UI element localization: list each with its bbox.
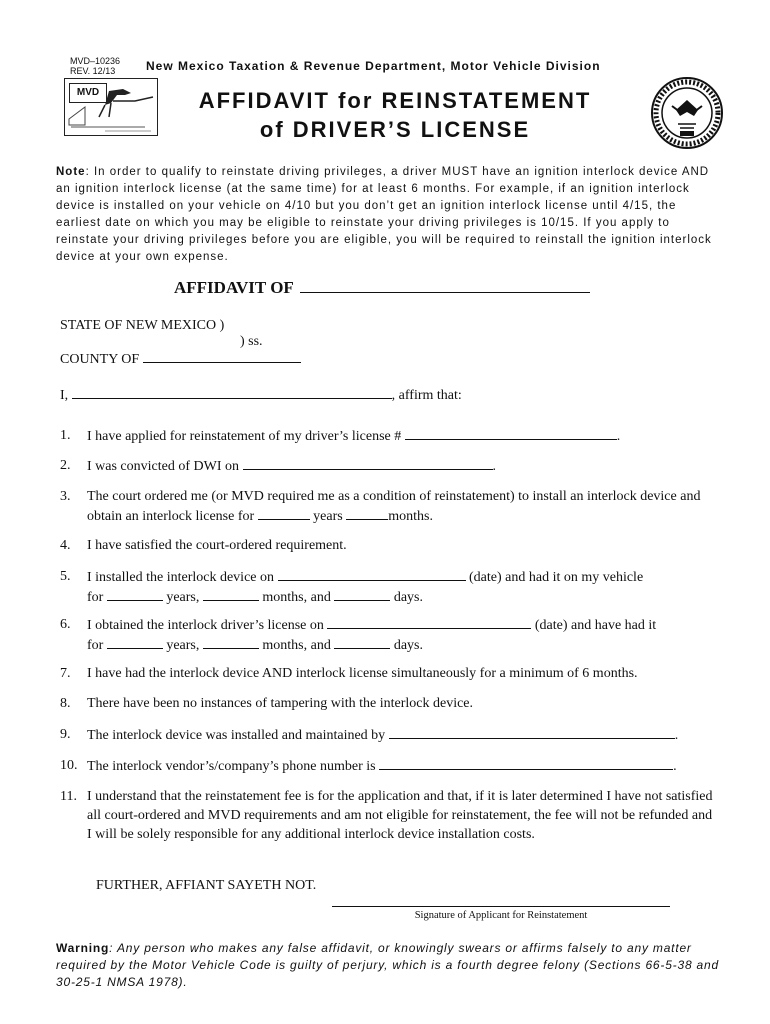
form-code: [70, 56, 120, 76]
license-months-field[interactable]: [203, 635, 259, 649]
state-seal-icon: [650, 76, 724, 150]
item-text-for: for: [87, 638, 104, 653]
warning-paragraph: [56, 940, 726, 991]
item-number: 5.: [60, 569, 71, 584]
license-number-field[interactable]: [405, 426, 617, 440]
installer-field[interactable]: [389, 725, 675, 739]
license-years-field[interactable]: [107, 635, 163, 649]
list-item-1: [60, 426, 720, 446]
license-date-field[interactable]: [327, 615, 531, 629]
item-text: I was convicted of DWI on: [87, 459, 240, 474]
list-item-5: [60, 567, 720, 607]
item-number: 7.: [60, 666, 71, 681]
item-text-for: for: [87, 590, 104, 605]
item-number: 6.: [60, 617, 71, 632]
title-line-1: AFFIDAVIT for REINSTATEMENT: [198, 88, 592, 113]
title-line-2: of DRIVER’S LICENSE: [259, 117, 531, 142]
affidavit-heading: [174, 276, 590, 298]
item-text: I have satisfied the court-ordered requirement.: [87, 538, 347, 553]
form-revision: REV. 12/13: [70, 66, 116, 76]
affirm-suffix: , affirm that:: [391, 388, 462, 403]
vendor-phone-field[interactable]: [379, 756, 673, 770]
item-punct: .: [673, 759, 677, 774]
logo-label: MVD: [69, 83, 107, 103]
item-text: The interlock device was installed and maintained by: [87, 728, 386, 743]
item-number: 9.: [60, 727, 71, 742]
item-text-years: years: [313, 509, 343, 524]
item-number: 8.: [60, 696, 71, 711]
list-item-6: [60, 615, 720, 655]
note-paragraph: [56, 164, 716, 266]
dwi-date-field[interactable]: [243, 456, 493, 470]
note-label: Note: [56, 166, 86, 178]
item-punct: .: [492, 459, 497, 474]
item-text: I have applied for reinstatement of my driver’s license #: [87, 429, 402, 444]
affiant-name-field[interactable]: [300, 276, 590, 293]
list-item-10: [60, 756, 720, 776]
item-text-date: (date) and had it on my vehicle: [469, 570, 644, 585]
county-line: [60, 349, 301, 369]
list-item-9: [60, 725, 720, 745]
item-text: I have had the interlock device AND interlock license simultaneously for a minimum of 6 months.: [87, 666, 638, 681]
note-text: : In order to qualify to reinstate driving privileges, a driver MUST have an ignition interlock device AND an ignition interlock license (at the same time) for at least 6 months. For example, if an ignition interlock device is installed on your vehicle on 4/10 but you don’t get an ignition interlock license until 4/15, the earliest date on which you may be eligible to reinstate your driving privileges is 10/15. If you apply to reinstate your driving privileges before you are eligible, you will be required to reinstall the ignition interlock device at your own expense.: [56, 166, 712, 263]
item-number: 1.: [60, 428, 71, 443]
item-text: I understand that the reinstatement fee is for the application and that, if it is later determined I have not satisfied all court-ordered and MVD requirements and am not eligible for reinstatement, the fee will not be refunded and I will be solely responsible for any additional interlock device installation costs.: [87, 789, 713, 842]
list-item-11: [60, 787, 720, 844]
item-text-date: (date) and have had it: [534, 618, 657, 633]
item-punct: .: [674, 728, 679, 743]
ss-line: ) ss.: [240, 334, 263, 349]
affidavit-heading-label: AFFIDAVIT OF: [174, 278, 294, 297]
item-number: 3.: [60, 489, 71, 504]
affirm-line: [60, 385, 462, 405]
install-years-field[interactable]: [107, 587, 163, 601]
item-text: I obtained the interlock driver’s license on: [87, 618, 324, 633]
item-punct: .: [616, 429, 621, 444]
item-text: I installed the interlock device on: [87, 570, 274, 585]
state-line: STATE OF NEW MEXICO ): [60, 318, 225, 333]
list-item-3: [60, 487, 720, 526]
court-years-field[interactable]: [258, 506, 310, 520]
court-months-field[interactable]: [346, 506, 388, 520]
item-text-years: years,: [166, 590, 200, 605]
item-text-months: months, and: [262, 638, 331, 653]
item-text-months: months.: [388, 509, 433, 524]
affirm-prefix: I,: [60, 388, 69, 403]
install-months-field[interactable]: [203, 587, 259, 601]
item-text-years: years,: [166, 638, 200, 653]
mvd-logo: [64, 78, 158, 136]
license-days-field[interactable]: [334, 635, 390, 649]
item-text-months: months, and: [262, 590, 331, 605]
form-title: [160, 86, 630, 144]
affirmant-name-field[interactable]: [72, 385, 392, 399]
item-text-days: days.: [393, 638, 423, 653]
list-item-7: [60, 664, 720, 683]
signature-caption: Signature of Applicant for Reinstatement: [414, 910, 588, 921]
item-number: 11.: [60, 789, 77, 804]
department-name: New Mexico Taxation & Revenue Department, Motor Vehicle Division: [146, 59, 601, 73]
form-number: MVD–10236: [70, 56, 121, 66]
county-label: COUNTY OF: [60, 352, 140, 367]
install-date-field[interactable]: [278, 567, 466, 581]
list-item-4: [60, 536, 720, 555]
county-field[interactable]: [143, 349, 301, 363]
item-text: The interlock vendor’s/company’s phone number is: [87, 759, 376, 774]
list-item-8: [60, 694, 720, 713]
item-text: The court ordered me (or MVD required me as a condition of reinstatement) to install an interlock device and obtain an interlock license for: [87, 489, 701, 524]
warning-label: Warning: [56, 941, 110, 955]
item-text-days: days.: [393, 590, 423, 605]
item-number: 4.: [60, 538, 71, 553]
item-text: There have been no instances of tampering with the interlock device.: [87, 696, 474, 711]
install-days-field[interactable]: [334, 587, 390, 601]
warning-text: : Any person who makes any false affidavit, or knowingly swears or affirms falsely to any matter required by the Motor Vehicle Code is guilty of perjury, which is a fourth degree felony (Sections 66-5-38 and 30-25-1 NMSA 1978).: [56, 941, 719, 989]
signature-field[interactable]: [332, 906, 670, 907]
item-number: 2.: [60, 458, 71, 473]
item-number: 10.: [60, 758, 78, 773]
further-statement: FURTHER, AFFIANT SAYETH NOT.: [96, 878, 317, 893]
list-item-2: [60, 456, 720, 476]
